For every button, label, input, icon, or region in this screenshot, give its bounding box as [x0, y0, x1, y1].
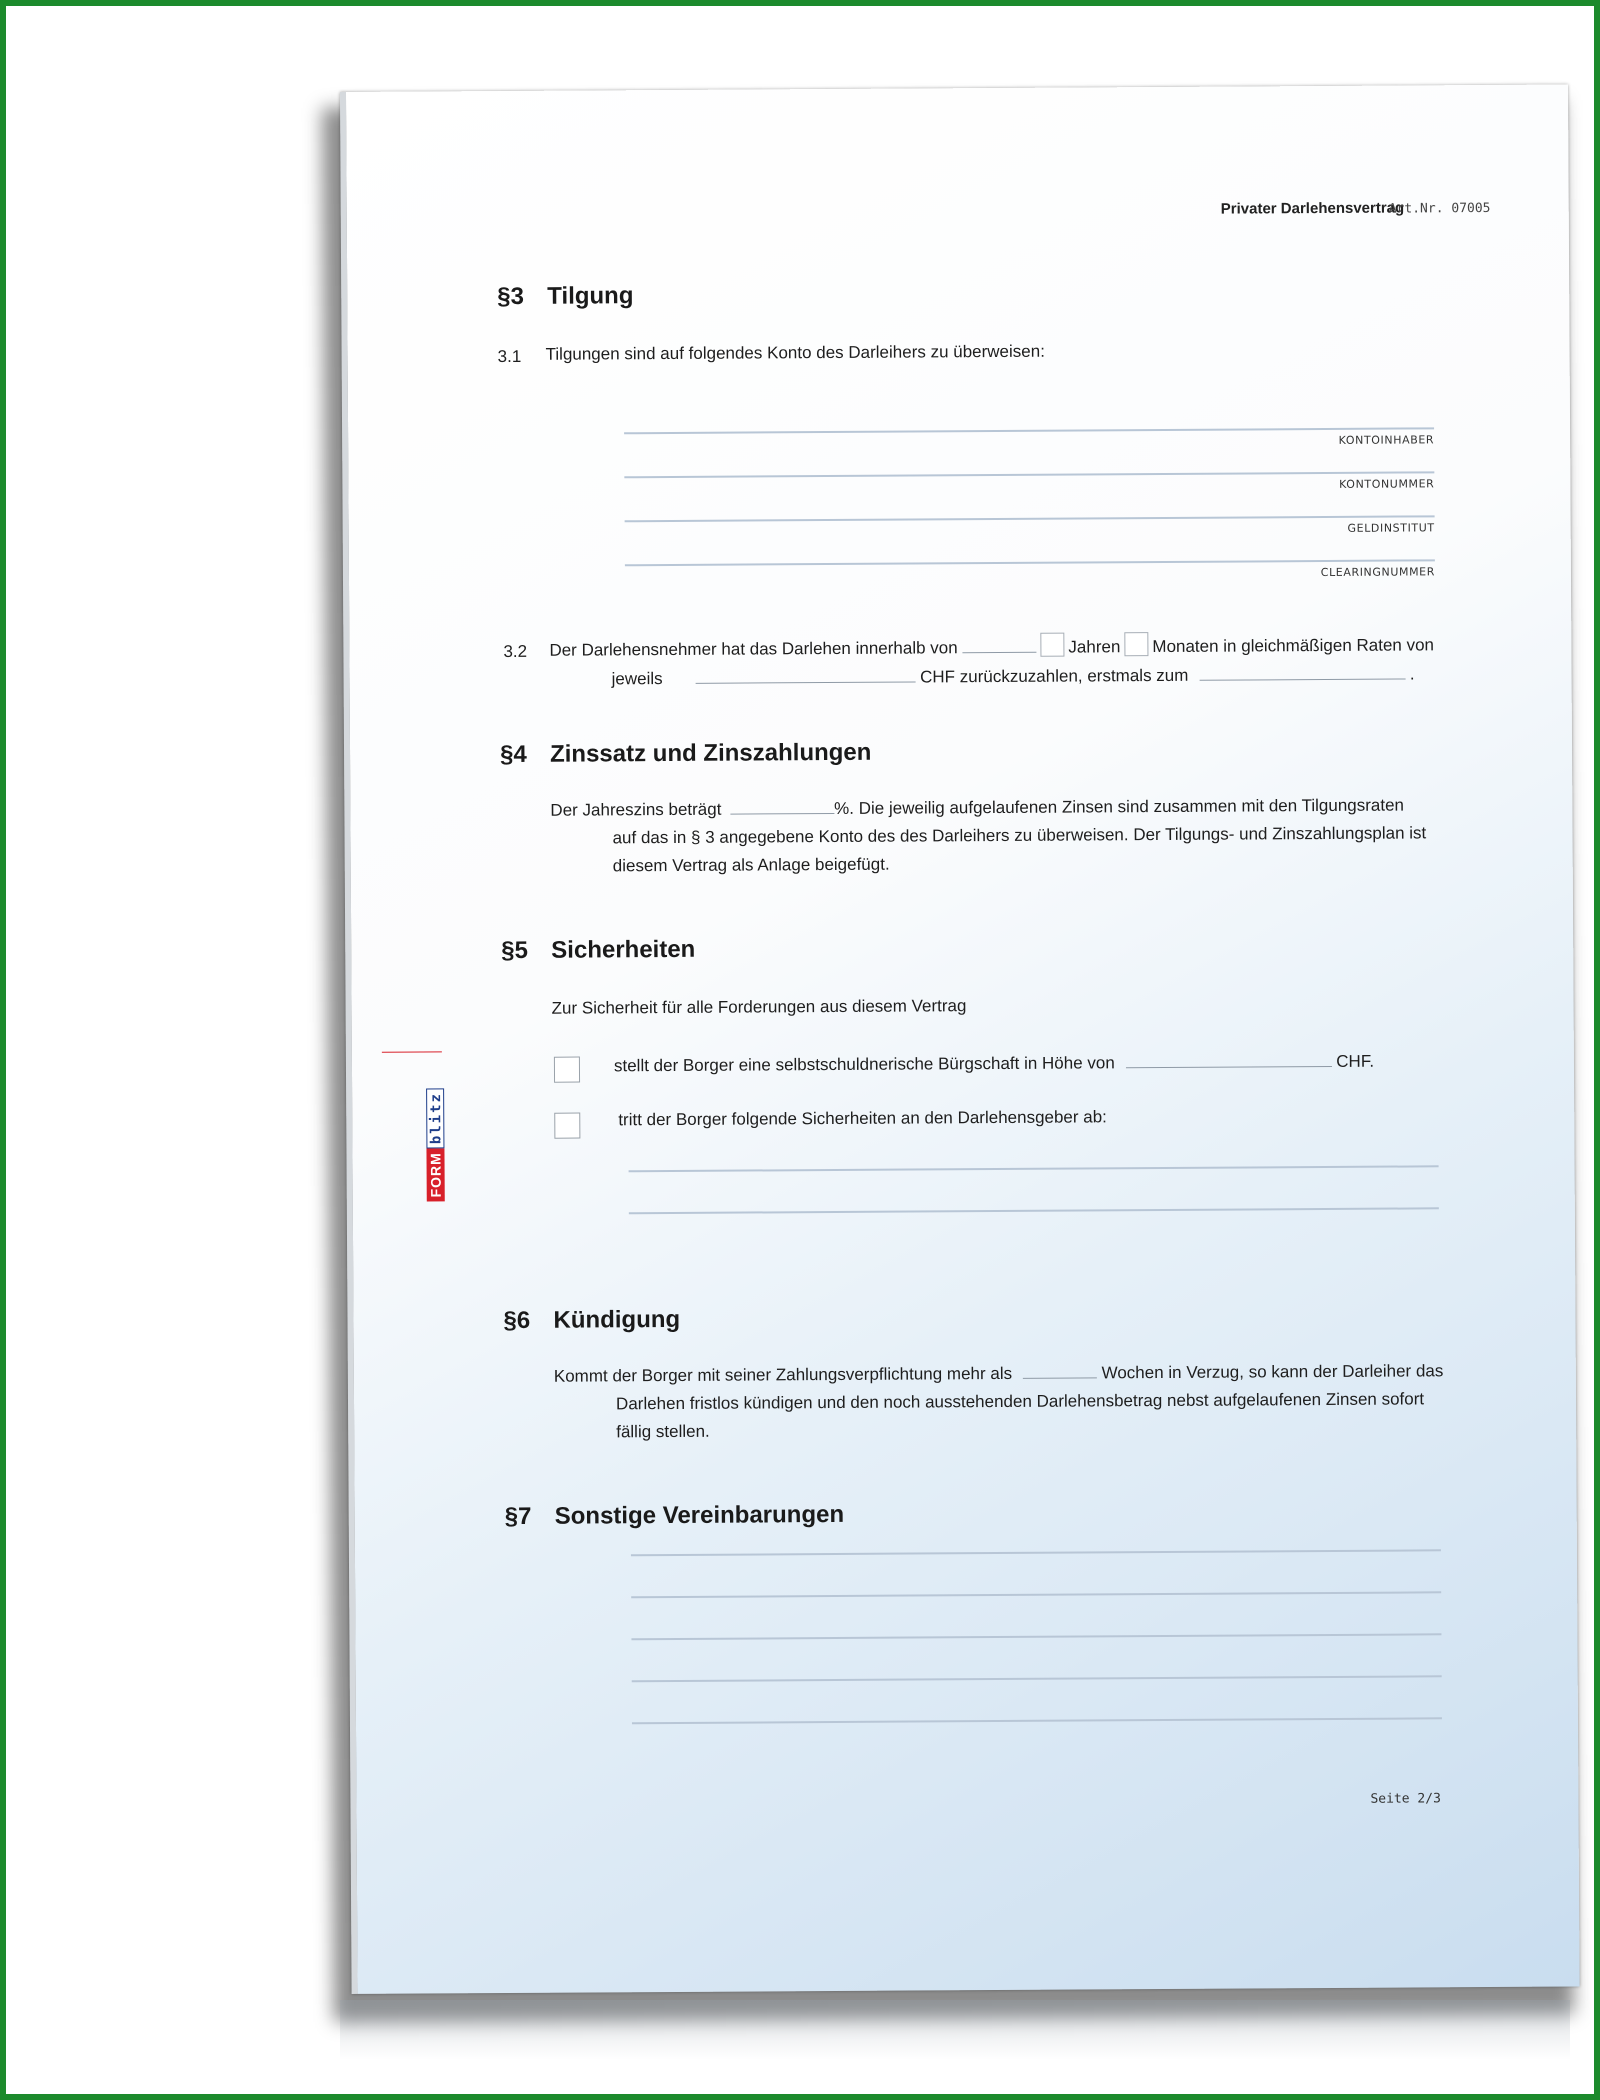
- section-4-line3: diesem Vertrag als Anlage beigefügt.: [612, 854, 890, 876]
- section-4-heading: [500, 739, 872, 769]
- kuendigung-text: Wochen in Verzug, so kann der Darleiher das: [1101, 1361, 1444, 1383]
- option-text: stellt der Borger eine selbstschuldnerische Bürgschaft in Höhe von: [613, 1053, 1115, 1076]
- guarantee-checkbox[interactable]: [554, 1057, 580, 1083]
- section-number: §4: [499, 740, 527, 769]
- years-box[interactable]: [1040, 633, 1064, 657]
- section-5-heading: [501, 936, 695, 965]
- section-title: Sonstige Vereinbarungen: [554, 1500, 845, 1530]
- rate-amount-blank[interactable]: [695, 663, 915, 683]
- page-number: Seite 2/3: [1370, 1791, 1441, 1807]
- guarantee-amount-blank[interactable]: [1125, 1048, 1331, 1068]
- field-label-kontonummer: KONTONUMMER: [1339, 477, 1435, 491]
- section-title: Kündigung: [553, 1305, 681, 1334]
- interest-rate-blank[interactable]: [730, 795, 834, 815]
- period: .: [1409, 664, 1415, 684]
- chf-label: CHF.: [1336, 1051, 1375, 1071]
- page-reflection: [340, 2000, 1570, 2060]
- collateral-line-2[interactable]: [629, 1207, 1439, 1214]
- agreement-line-4[interactable]: [632, 1675, 1442, 1682]
- collateral-checkbox[interactable]: [554, 1113, 580, 1139]
- section-5-option1: [614, 1048, 1374, 1081]
- section-7-heading: [505, 1501, 845, 1531]
- clause-3-2-line2: [612, 660, 1432, 693]
- monaten-label: Monaten in gleichmäßigen Raten von: [1152, 635, 1435, 657]
- chf-text: CHF zurückzuzahlen, erstmals zum: [920, 665, 1189, 687]
- clause-number: 3.2: [503, 641, 528, 662]
- section-6-heading: [503, 1306, 680, 1335]
- section-number: §5: [501, 936, 529, 965]
- years-blank[interactable]: [962, 634, 1036, 653]
- section-number: §3: [497, 282, 525, 311]
- section-5-intro: Zur Sicherheit für alle Forderungen aus diesem Vertrag: [551, 996, 967, 1018]
- header-art-nr: Art.Nr. 07005: [1388, 200, 1491, 217]
- clause-3-1-text: Tilgungen sind auf folgendes Konto des Darleihers zu überweisen:: [545, 341, 1045, 364]
- first-payment-date-blank[interactable]: [1199, 661, 1405, 681]
- collateral-line-1[interactable]: [629, 1165, 1439, 1172]
- clause-number: 3.1: [497, 346, 522, 367]
- field-label-kontoinhaber: KONTOINHABER: [1338, 433, 1435, 447]
- zins-text: %. Die jeweilig aufgelaufenen Zinsen sind zusammen mit den Tilgungsraten: [834, 795, 1405, 818]
- months-box[interactable]: [1124, 632, 1148, 656]
- section-3-heading: [497, 282, 633, 311]
- section-title: Tilgung: [547, 282, 634, 310]
- zins-text: Der Jahreszins beträgt: [550, 799, 722, 820]
- header-title: Privater Darlehensvertrag: [1220, 199, 1405, 218]
- field-label-geldinstitut: GELDINSTITUT: [1347, 521, 1435, 535]
- agreement-line-2[interactable]: [631, 1591, 1441, 1598]
- clause-3-2-line1: [549, 630, 1435, 664]
- weeks-blank[interactable]: [1023, 1359, 1097, 1378]
- section-6-line2: Darlehen fristlos kündigen und den noch ausstehenden Darlehensbetrag nebst aufgelaufenen Zinsen sofort: [615, 1389, 1425, 1414]
- jeweils-label: jeweils: [611, 669, 663, 689]
- section-title: Sicherheiten: [551, 935, 696, 964]
- field-label-clearingnummer: CLEARINGNUMMER: [1320, 565, 1435, 580]
- logo-form-text: FORM: [426, 1148, 444, 1201]
- logo-blitz-text: blitz: [426, 1088, 444, 1148]
- section-number: §6: [503, 1306, 531, 1335]
- section-5-option2: tritt der Borger folgende Sicherheiten an den Darlehensgeber ab:: [618, 1107, 1107, 1130]
- agreement-line-1[interactable]: [631, 1549, 1441, 1556]
- section-4-line2: auf das in § 3 angegebene Konto des des Darleihers zu überweisen. Der Tilgungs- und Zinszahlungsplan ist: [612, 823, 1427, 848]
- document-page: [340, 84, 1580, 1993]
- kuendigung-text: Kommt der Borger mit seiner Zahlungsverpflichtung mehr als: [553, 1363, 1013, 1386]
- section-number: §7: [504, 1502, 532, 1531]
- agreement-line-5[interactable]: [632, 1717, 1442, 1724]
- agreement-line-3[interactable]: [631, 1633, 1441, 1640]
- jahren-label: Jahren: [1068, 637, 1121, 657]
- formblitz-logo: [426, 1051, 445, 1201]
- section-6-line3: fällig stellen.: [616, 1421, 710, 1442]
- clause-text: Der Darlehensnehmer hat das Darlehen innerhalb von: [549, 638, 958, 660]
- section-title: Zinssatz und Zinszahlungen: [549, 738, 872, 768]
